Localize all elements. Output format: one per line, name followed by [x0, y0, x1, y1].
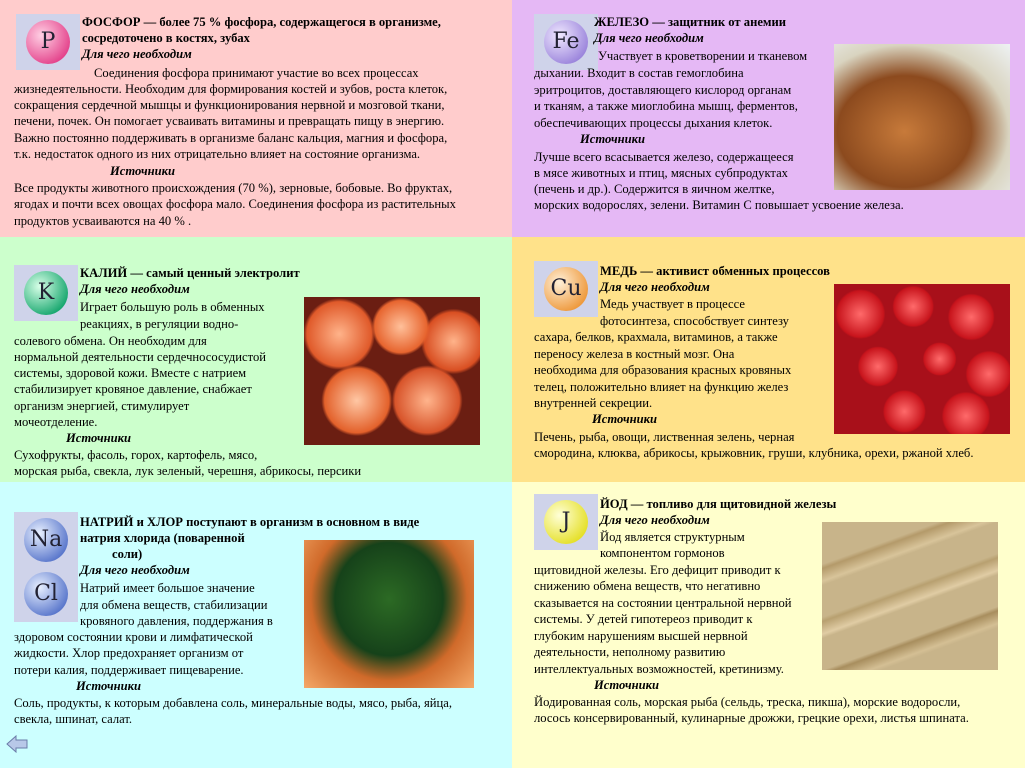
- iodine-text-line: компонентом гормонов: [600, 546, 725, 560]
- fish-photo: [822, 522, 998, 670]
- iodine-text-line: сказывается на состоянии центральной нервной: [534, 596, 792, 610]
- copper-sources-line: смородина, клюква, абрикосы, крыжовник, груши, клубника, орехи, ржаной хлеб.: [534, 446, 974, 460]
- copper-need-heading: Для чего необходим: [600, 280, 710, 294]
- copper-badge: [534, 261, 598, 317]
- potassium-text-line: стабилизирует кровяное давление, снабжает: [14, 382, 252, 396]
- iron-title: ЖЕЛЕЗО — защитник от анемии: [594, 15, 787, 29]
- iodine-sources-line: лосось консервированный, кулинарные дрожжи, грецкие орехи, листья шпината.: [534, 711, 969, 725]
- iodine-text-line: системы. У детей гипотереоз приводит к: [534, 612, 753, 626]
- sodium-chlorine-panel: [0, 482, 512, 768]
- phosphorus-text-line: печени, почек. Он помогает усваивать витамины и превращать пищу в энергию.: [14, 114, 445, 128]
- copper-sources-line: Печень, рыба, овощи, лиственная зелень, черная: [534, 430, 795, 444]
- sodium-text-line: кровяного давления, поддержания в: [80, 614, 273, 628]
- phosphorus-text-line: жизнедеятельности. Необходим для формирования костей и зубов, роста клеток,: [14, 82, 448, 96]
- potassium-text-line: мочеотделение.: [14, 415, 98, 429]
- iodine-text-line: Йод является структурным: [600, 530, 745, 544]
- potassium-symbol-icon: K: [24, 271, 68, 315]
- iron-badge: [534, 14, 598, 70]
- potassium-need-heading: Для чего необходим: [80, 282, 190, 296]
- potassium-text-line: Играет большую роль в обменных: [80, 300, 265, 314]
- iodine-panel: [512, 482, 1025, 768]
- sodium-title-3: соли): [112, 547, 143, 561]
- copper-sources-heading: Источники: [592, 412, 657, 426]
- phosphorus-badge: [16, 14, 80, 70]
- sodium-text-line: здоровом состоянии крови и лимфатической: [14, 630, 253, 644]
- iron-need-heading: Для чего необходим: [594, 31, 704, 45]
- potassium-panel: [0, 237, 512, 482]
- potassium-text-line: организм энергией, стимулирует: [14, 399, 190, 413]
- strawberries-photo: [834, 284, 1010, 434]
- iron-sources-line: (печень и др.). Содержится в яичном желтке,: [534, 182, 775, 196]
- iron-sources-line: морских водорослях, зелени. Витамин С повышает усвоение железа.: [534, 198, 904, 212]
- potassium-text-line: системы, здоровой кожи. Вместе с натрием: [14, 366, 247, 380]
- iron-text-line: Участвует в кроветворении и тканевом: [598, 49, 808, 63]
- sodium-sources-line: Соль, продукты, к которым добавлена соль, минеральные воды, мясо, рыба, яйца,: [14, 696, 452, 710]
- phosphorus-text-line: Соединения фосфора принимают участие во всех процессах: [94, 66, 419, 80]
- copper-text-line: необходима для образования красных кровяных: [534, 363, 792, 377]
- sodium-title: НАТРИЙ и ХЛОР поступают в организм в основном в виде: [80, 515, 420, 529]
- copper-title: МЕДЬ — активист обменных процессов: [600, 264, 830, 278]
- iodine-text-line: снижению обмена веществ, что негативно: [534, 579, 761, 593]
- phosphorus-sources-line: Все продукты животного происхождения (70 %), зерновые, бобовые. Во фруктах,: [14, 181, 453, 195]
- copper-text-line: внутренней секреции.: [534, 396, 653, 410]
- copper-text-line: переносу железа в костный мозг. Она: [534, 347, 735, 361]
- iodine-text-line: интеллектуальных возможностей, кретинизму.: [534, 662, 784, 676]
- iodine-text-line: щитовидной железы. Его дефицит приводит к: [534, 563, 781, 577]
- iron-text-line: обеспечивающих процессы дыхания клеток.: [534, 116, 773, 130]
- phosphorus-text-line: сокращения сердечной мышцы и функционирования нервной и мозговой ткани,: [14, 98, 445, 112]
- back-arrow-icon[interactable]: [6, 735, 28, 753]
- phosphorus-text-line: Важно постоянно поддерживать в организме баланс кальция, магния и фосфора,: [14, 131, 448, 145]
- iron-symbol-icon: Fe: [544, 20, 588, 64]
- copper-text-line: Медь участвует в процессе: [600, 297, 745, 311]
- potassium-sources-heading: Источники: [66, 431, 131, 445]
- lettuce-colander-photo: [304, 540, 474, 688]
- potassium-text-line: реакциях, в регуляции водно-: [80, 317, 239, 331]
- copper-symbol-icon: Cu: [544, 267, 588, 311]
- sodium-badge: [14, 512, 78, 568]
- iron-sources-line: Лучше всего всасывается железо, содержащееся: [534, 150, 794, 164]
- iodine-badge: [534, 494, 598, 550]
- phosphorus-text-line: т.к. недостаток одного из них отрицательно влияет на состояние организма.: [14, 147, 421, 161]
- sodium-title-2: натрия хлорида (поваренной: [80, 531, 245, 545]
- potassium-sources-line: морская рыба, свекла, лук зеленый, черешня, абрикосы, персики: [14, 464, 362, 478]
- sodium-text-line: для обмена веществ, стабилизации: [80, 598, 268, 612]
- phosphorus-need-heading: Для чего необходим: [82, 47, 192, 61]
- phosphorus-title-2: сосредоточено в костях, зубах: [82, 31, 250, 45]
- phosphorus-sources-line: продуктов усваиваются на 40 % .: [14, 214, 192, 228]
- iron-text-line: эритроцитов, доставляющего кислород органам: [534, 83, 792, 97]
- copper-text-line: телец, положительно влияет на функцию желез: [534, 380, 789, 394]
- sodium-sources-line: свекла, шпинат, салат.: [14, 712, 133, 726]
- phosphorus-panel: [0, 0, 512, 237]
- iron-sources-heading: Источники: [580, 132, 645, 146]
- iodine-sources-line: Йодированная соль, морская рыба (сельдь, треска, пикша), морские водоросли,: [534, 695, 961, 709]
- potassium-text-line: солевого обмена. Он необходим для: [14, 334, 207, 348]
- iodine-sources-heading: Источники: [594, 678, 659, 692]
- chlorine-symbol-icon: Cl: [24, 572, 68, 616]
- chlorine-badge: [14, 566, 78, 622]
- iron-text-line: дыхании. Входит в состав гемоглобина: [534, 66, 744, 80]
- fried-meat-photo: [834, 44, 1010, 190]
- iron-sources-line: в мясе животных и птиц, мясных субпродуктах: [534, 166, 788, 180]
- copper-text-line: фотосинтеза, способствует синтезу: [600, 314, 789, 328]
- phosphorus-symbol-icon: P: [26, 20, 70, 64]
- copper-panel: [512, 237, 1025, 482]
- potassium-text-line: нормальной деятельности сердечнососудистой: [14, 350, 266, 364]
- peaches-photo: [304, 297, 480, 445]
- iron-text-line: и тканям, а также миоглобина мышц, ферментов,: [534, 99, 798, 113]
- iodine-text-line: деятельности, неполному развитию: [534, 645, 726, 659]
- potassium-sources-line: Сухофрукты, фасоль, горох, картофель, мясо,: [14, 448, 258, 462]
- sodium-symbol-icon: Na: [24, 518, 68, 562]
- sodium-sources-heading: Источники: [76, 679, 141, 693]
- sodium-text-line: Натрий имеет большое значение: [80, 581, 255, 595]
- iodine-need-heading: Для чего необходим: [600, 513, 710, 527]
- potassium-badge: [14, 265, 78, 321]
- iodine-title: ЙОД — топливо для щитовидной железы: [600, 497, 837, 511]
- copper-text-line: сахара, белков, крахмала, витаминов, а также: [534, 330, 778, 344]
- iodine-text-line: глубоким нарушениям высшей нервной: [534, 629, 748, 643]
- phosphorus-title: ФОСФОР — более 75 % фосфора, содержащегося в организме,: [82, 15, 441, 29]
- phosphorus-sources-heading: Источники: [110, 164, 175, 178]
- phosphorus-sources-line: ягодах и почти всех овощах фосфора мало. Соединения фосфора из растительных: [14, 197, 456, 211]
- sodium-text-line: потери калия, поддерживает пищеварение.: [14, 663, 244, 677]
- sodium-need-heading: Для чего необходим: [80, 563, 190, 577]
- sodium-text-line: жидкости. Хлор предохраняет организм от: [14, 646, 244, 660]
- potassium-title: КАЛИЙ — самый ценный электролит: [80, 266, 300, 280]
- iron-panel: [512, 0, 1025, 237]
- iodine-symbol-icon: J: [544, 500, 588, 544]
